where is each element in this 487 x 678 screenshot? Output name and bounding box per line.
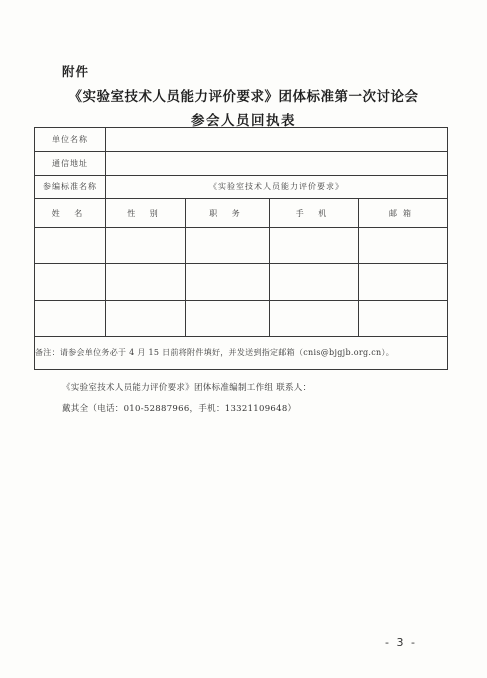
mobile-cell[interactable] xyxy=(270,228,359,264)
contact-person-line: 戴其全（电话：010-52887966，手机：13321109648） xyxy=(62,404,297,414)
page-number: - 3 - xyxy=(385,636,417,649)
gender-cell[interactable] xyxy=(106,264,186,300)
col-header-position: 职 务 xyxy=(186,199,270,228)
unit-name-label: 单位名称 xyxy=(35,128,106,152)
standard-name-value: 《实验室技术人员能力评价要求》 xyxy=(106,175,448,199)
attachment-label: 附件 xyxy=(62,64,90,79)
position-cell[interactable] xyxy=(186,228,270,264)
table-row xyxy=(35,228,448,264)
position-cell[interactable] xyxy=(186,300,270,336)
col-header-name: 姓 名 xyxy=(35,199,106,228)
col-header-mobile: 手 机 xyxy=(270,199,359,228)
position-cell[interactable] xyxy=(186,264,270,300)
address-field[interactable] xyxy=(106,151,448,175)
mobile-cell[interactable] xyxy=(270,264,359,300)
email-cell[interactable] xyxy=(359,264,448,300)
col-header-gender: 性 别 xyxy=(106,199,186,228)
email-cell[interactable] xyxy=(359,228,448,264)
address-row xyxy=(35,151,448,175)
standard-name-row xyxy=(35,175,448,199)
mobile-cell[interactable] xyxy=(270,300,359,336)
name-cell[interactable] xyxy=(35,264,106,300)
column-header-row xyxy=(35,199,448,228)
col-header-email: 邮箱 xyxy=(359,199,448,228)
table-row xyxy=(35,300,448,336)
gender-cell[interactable] xyxy=(106,300,186,336)
gender-cell[interactable] xyxy=(106,228,186,264)
unit-name-field[interactable] xyxy=(106,128,448,152)
note-text: 备注：请参会单位务必于 4 月 15 日前将附件填好，并发送到指定邮箱（cnis@bjgjb.org.cn）。 xyxy=(35,336,448,369)
name-cell[interactable] xyxy=(35,228,106,264)
document-subtitle: 参会人员回执表 xyxy=(191,113,296,129)
receipt-form-table xyxy=(34,127,448,370)
contact-group-line: 《实验室技术人员能力评价要求》团体标准编制工作组 联系人： xyxy=(62,383,312,393)
unit-name-row xyxy=(35,128,448,152)
standard-name-label: 参编标准名称 xyxy=(35,175,106,199)
table-row xyxy=(35,264,448,300)
note-row xyxy=(35,336,448,369)
document-title: 《实验室技术人员能力评价要求》团体标准第一次讨论会 xyxy=(68,89,419,105)
name-cell[interactable] xyxy=(35,300,106,336)
address-label: 通信地址 xyxy=(35,151,106,175)
email-cell[interactable] xyxy=(359,300,448,336)
